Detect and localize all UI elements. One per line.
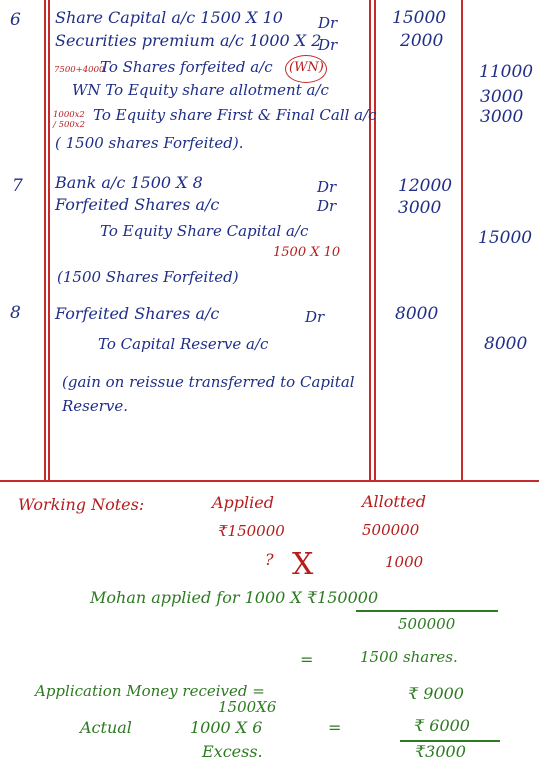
debit-column-rule (369, 0, 371, 480)
credit-line: WN To Equity share allotment a/c (72, 81, 329, 99)
credit-amount: 8000 (484, 334, 528, 354)
dr-mark: Dr (318, 14, 338, 32)
allotted-value: 500000 (362, 521, 420, 539)
journal-line: Forfeited Shares a/c (55, 304, 220, 323)
dr-mark: Dr (305, 308, 325, 326)
debit-amount: 8000 (395, 304, 439, 324)
calc-note: 1500X6 (218, 698, 277, 716)
journal-line: Bank a/c 1500 X 8 (55, 173, 203, 192)
result: 1500 shares. (360, 648, 458, 666)
working-prefix: 1000x2 / 500x2 (53, 110, 85, 131)
left-margin-rule-2 (48, 0, 50, 480)
left-margin-rule (44, 0, 46, 480)
actual-eq: = (328, 718, 342, 737)
debit-amount: 3000 (398, 198, 442, 218)
actual-label: Actual (80, 718, 132, 737)
mohan-line: Mohan applied for 1000 X ₹150000 (90, 588, 379, 607)
ratio-cross: X (292, 547, 314, 582)
dr-mark: Dr (317, 178, 337, 196)
fraction-bar (356, 610, 498, 612)
allotted-label: Allotted (362, 492, 426, 511)
actual-calc: 1000 X 6 (190, 718, 263, 737)
working-notes-title: Working Notes: (18, 495, 145, 514)
excess-value: ₹3000 (415, 742, 466, 761)
credit-line: To Equity Share Capital a/c (100, 222, 309, 240)
narration: ( 1500 shares Forfeited). (55, 134, 244, 152)
denominator: 500000 (398, 615, 456, 633)
section-divider (0, 480, 539, 482)
excess-label: Excess. (202, 742, 263, 761)
entry-number: 8 (10, 303, 21, 323)
debit-amount: 12000 (398, 176, 453, 196)
journal-line: Forfeited Shares a/c (55, 195, 220, 214)
credit-sub-calc: 1500 X 10 (273, 245, 341, 260)
entry-number: 6 (10, 10, 21, 30)
working-prefix: 7500+4000 (54, 65, 105, 75)
debit-column-rule-2 (374, 0, 376, 480)
applied-label: Applied (212, 493, 274, 512)
actual-value: ₹ 6000 (414, 716, 470, 735)
debit-amount: 2000 (400, 31, 444, 51)
wn-note: (WN) (289, 60, 324, 75)
credit-amount: 3000 (480, 87, 524, 107)
credit-line: To Shares forfeited a/c (100, 58, 273, 76)
applied-value: ₹150000 (218, 522, 285, 540)
ratio-mark: ? (265, 550, 274, 569)
journal-line: Securities premium a/c 1000 X 2 (55, 31, 322, 50)
entry-number: 7 (12, 176, 23, 196)
journal-line: Share Capital a/c 1500 X 10 (55, 8, 283, 27)
debit-amount: 15000 (392, 8, 447, 28)
received-value: ₹ 9000 (408, 684, 464, 703)
credit-amount: 3000 (480, 107, 524, 127)
credit-amount: 11000 (479, 62, 534, 82)
narration: (gain on reissue transferred to Capital Reserve. (62, 373, 355, 415)
dr-mark: Dr (317, 197, 337, 215)
ratio-value: 1000 (385, 553, 424, 571)
received-label: Application Money received = (35, 682, 265, 700)
credit-line: To Capital Reserve a/c (98, 335, 269, 353)
credit-line: To Equity share First & Final Call a/c (93, 106, 377, 124)
credit-amount: 15000 (478, 228, 533, 248)
narration: (1500 Shares Forfeited) (57, 268, 239, 286)
equals: = (300, 650, 314, 669)
credit-column-rule (461, 0, 463, 480)
dr-mark: Dr (318, 36, 338, 54)
